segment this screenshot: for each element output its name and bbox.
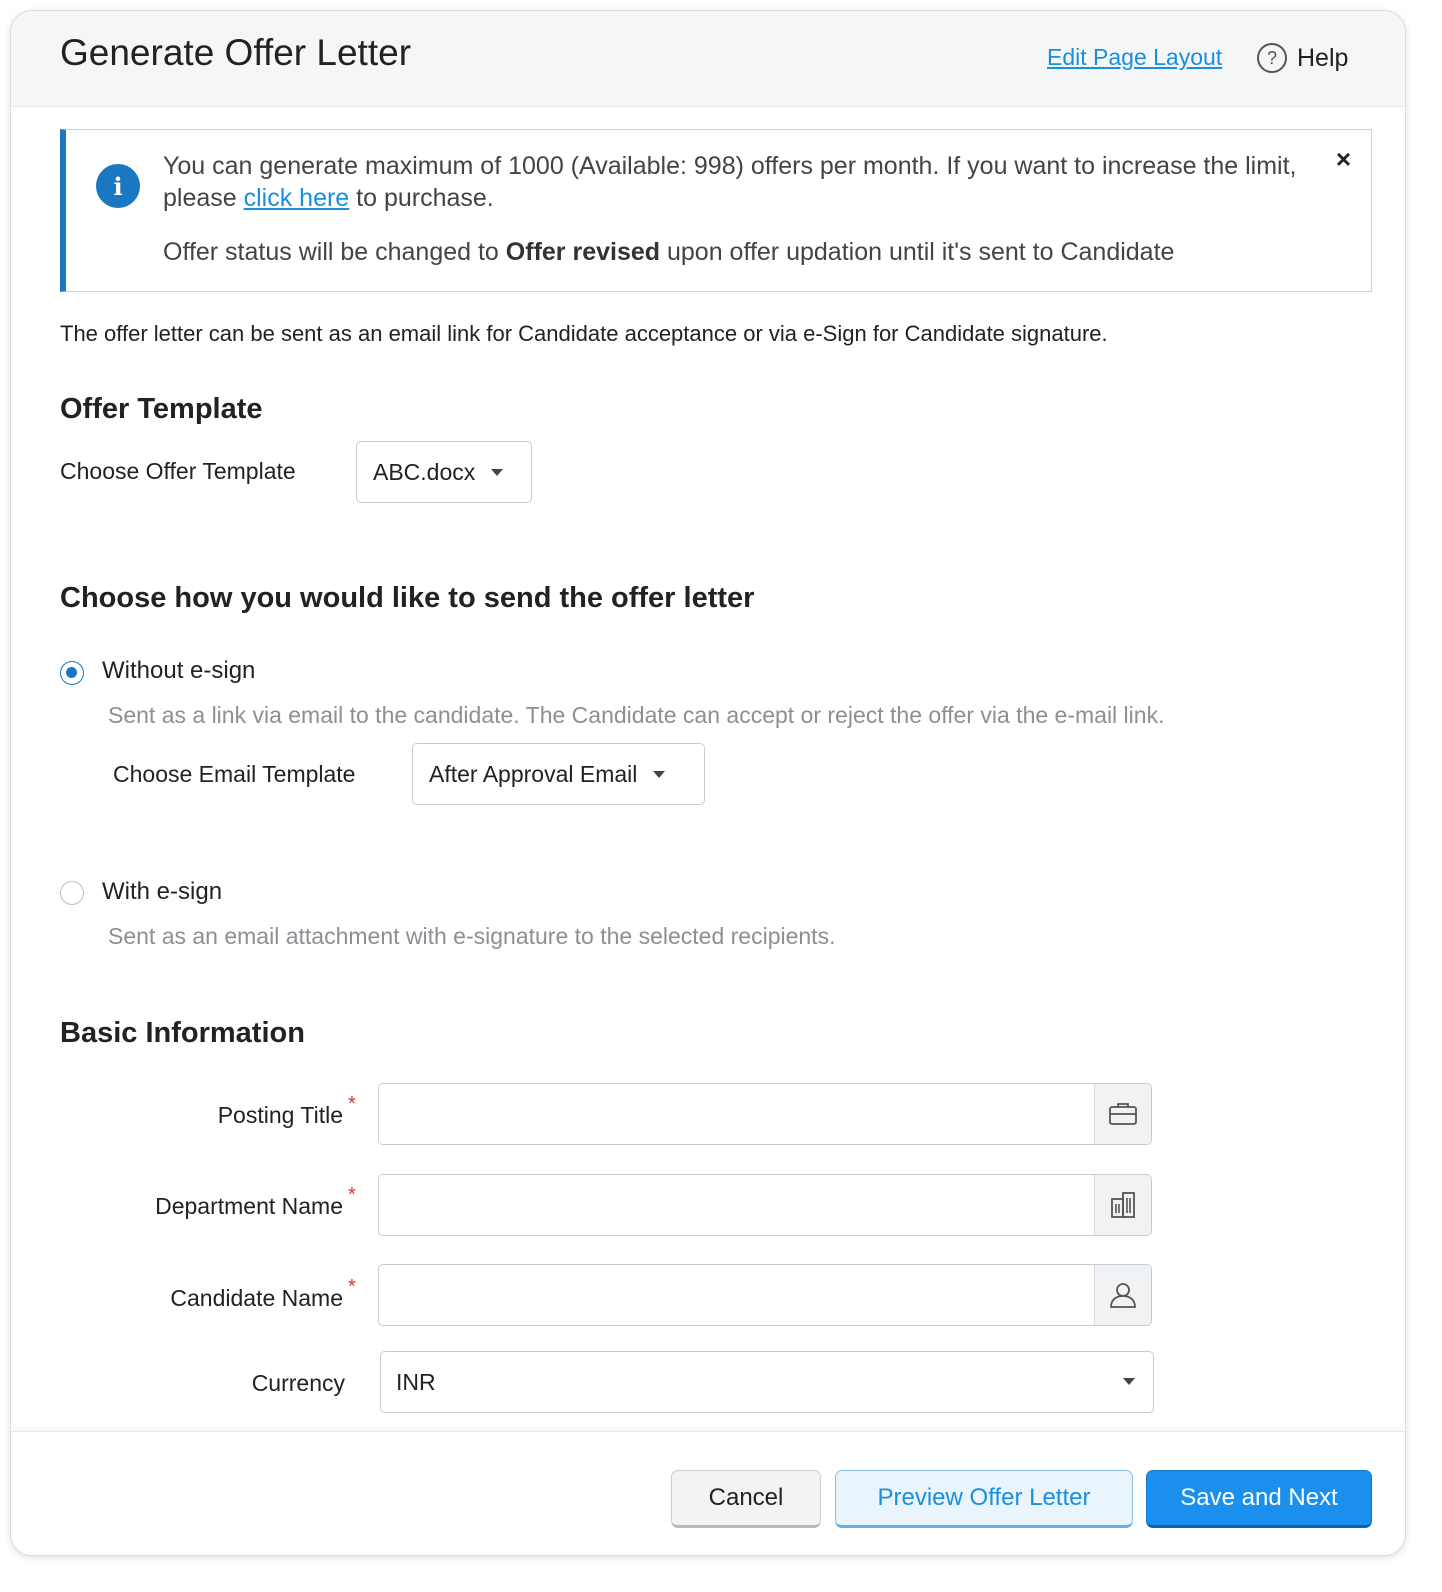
with-esign-label[interactable]: With e-sign xyxy=(102,878,223,905)
briefcase-icon xyxy=(1108,1101,1138,1127)
offer-template-heading: Offer Template xyxy=(60,393,263,425)
banner-status-text-start: Offer status will be changed to xyxy=(163,238,506,266)
send-method-heading: Choose how you would like to send the offer letter xyxy=(60,582,755,614)
help-label: Help xyxy=(1297,43,1349,72)
building-icon xyxy=(1108,1190,1138,1220)
department-name-field xyxy=(378,1174,1152,1236)
preview-offer-letter-button[interactable]: Preview Offer Letter xyxy=(835,1470,1133,1528)
posting-title-lookup-button[interactable] xyxy=(1094,1084,1151,1144)
basic-information-heading: Basic Information xyxy=(60,1017,305,1049)
currency-value: INR xyxy=(396,1368,436,1395)
edit-page-layout-link[interactable]: Edit Page Layout xyxy=(1047,44,1223,70)
required-mark: * xyxy=(348,1093,356,1115)
department-name-lookup-button[interactable] xyxy=(1094,1175,1151,1235)
with-esign-radio[interactable] xyxy=(60,881,84,905)
required-mark: * xyxy=(348,1184,356,1206)
help-icon: ? xyxy=(1257,43,1287,73)
generate-offer-dialog xyxy=(10,10,1406,1556)
banner-status-text-end: upon offer updation until it's sent to Candidate xyxy=(660,238,1175,266)
banner-status-text xyxy=(163,238,1174,267)
close-icon[interactable]: × xyxy=(1335,144,1351,174)
cancel-button[interactable]: Cancel xyxy=(671,1470,821,1528)
department-name-input[interactable] xyxy=(379,1175,1095,1235)
posting-title-field xyxy=(378,1083,1152,1145)
offer-template-dropdown[interactable] xyxy=(356,441,532,503)
chevron-down-icon xyxy=(1123,1378,1135,1385)
dialog-title: Generate Offer Letter xyxy=(60,32,412,73)
candidate-name-field xyxy=(378,1264,1152,1326)
info-banner xyxy=(60,129,1372,292)
intro-text: The offer letter can be sent as an email link for Candidate acceptance or via e-Sign for Candidate signature. xyxy=(60,321,1108,346)
chevron-down-icon xyxy=(491,469,503,476)
help-button[interactable] xyxy=(1257,43,1348,73)
currency-select[interactable] xyxy=(380,1351,1154,1413)
banner-status-bold: Offer revised xyxy=(505,238,661,266)
without-esign-label[interactable]: Without e-sign xyxy=(102,657,256,684)
banner-limit-text xyxy=(163,150,1303,214)
candidate-name-label: Candidate Name xyxy=(170,1285,343,1311)
department-name-label: Department Name xyxy=(155,1193,343,1219)
without-esign-description: Sent as a link via email to the candidate. The Candidate can accept or reject the offer via the e-mail link. xyxy=(108,702,1165,728)
posting-title-label: Posting Title xyxy=(217,1102,343,1128)
dialog-footer xyxy=(11,1431,1405,1556)
banner-limit-text-end: to purchase. xyxy=(349,184,494,212)
person-icon xyxy=(1108,1280,1138,1310)
required-mark: * xyxy=(348,1276,356,1298)
with-esign-description: Sent as an email attachment with e-signature to the selected recipients. xyxy=(108,923,836,949)
save-and-next-button[interactable]: Save and Next xyxy=(1146,1470,1372,1528)
email-template-label: Choose Email Template xyxy=(113,761,356,787)
currency-label: Currency xyxy=(251,1370,345,1396)
email-template-value: After Approval Email xyxy=(429,760,638,787)
click-here-link[interactable]: click here xyxy=(243,184,350,212)
candidate-name-lookup-button[interactable] xyxy=(1094,1265,1151,1325)
candidate-name-input[interactable] xyxy=(379,1265,1095,1325)
posting-title-input[interactable] xyxy=(379,1084,1095,1144)
email-template-dropdown[interactable] xyxy=(412,743,705,805)
dialog-header xyxy=(11,11,1405,107)
info-icon: i xyxy=(96,164,140,208)
chevron-down-icon xyxy=(653,771,665,778)
banner-limit-text-start: You can generate maximum of 1000 (Available: 998) offers per month. If you want to increase the limit, please xyxy=(163,152,1297,212)
without-esign-radio[interactable] xyxy=(60,661,84,685)
offer-template-label: Choose Offer Template xyxy=(60,458,296,484)
offer-template-value: ABC.docx xyxy=(373,458,476,485)
